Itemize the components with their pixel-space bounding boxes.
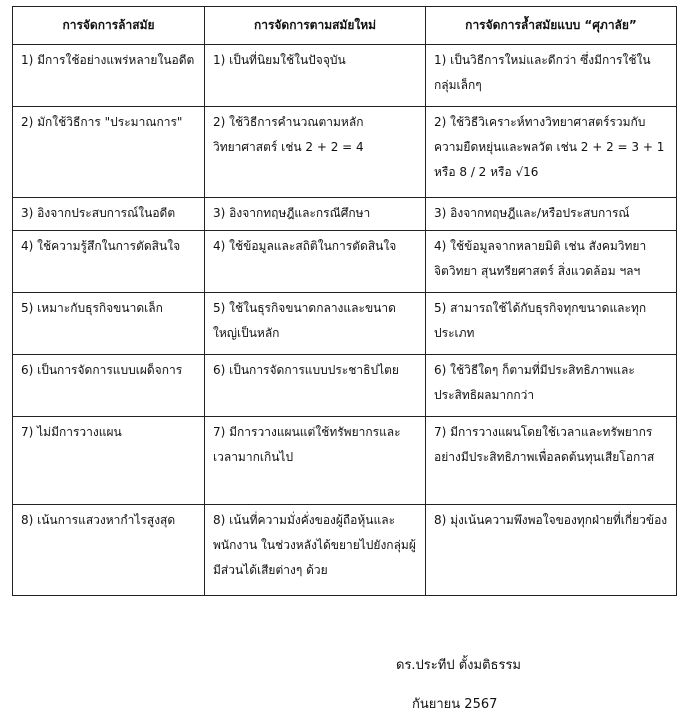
table-cell: 3) อิงจากประสบการณ์ในอดีต (13, 198, 205, 231)
table-row (13, 107, 677, 198)
table-cell: 3) อิงจากทฤษฎีและกรณีศึกษา (205, 198, 426, 231)
table-cell: 2) ใช้วิธีวิเคราะห์ทางวิทยาศาสตร์รวมกับความยืดหยุ่นและพลวัต เช่น 2 + 2 = 3 + 1 หรือ 8 / 2 หรือ √16 (426, 107, 677, 198)
table-cell: 1) เป็นวิธีการใหม่และดีกว่า ซึ่งมีการใช้ในกลุ่มเล็กๆ (426, 45, 677, 107)
table-row (13, 293, 677, 355)
table-cell: 4) ใช้ข้อมูลจากหลายมิติ เช่น สังคมวิทยา จิตวิทยา สุนทรียศาสตร์ สิ่งแวดล้อม ฯลฯ (426, 231, 677, 293)
table-header-row (13, 7, 677, 45)
table-cell: 4) ใช้ข้อมูลและสถิติในการตัดสินใจ (205, 231, 426, 293)
table-cell: 8) เน้นที่ความมั่งคั่งของผู้ถือหุ้นและพนักงาน ในช่วงหลังได้ขยายไปยังกลุ่มผู้มีส่วนได้เสียต่างๆ ด้วย (205, 505, 426, 596)
table-cell: 5) ใช้ในธุรกิจขนาดกลางและขนาดใหญ่เป็นหลัก (205, 293, 426, 355)
table-cell: 6) เป็นการจัดการแบบเผด็จการ (13, 355, 205, 417)
table-row (13, 198, 677, 231)
table-cell: 8) มุ่งเน้นความพึงพอใจของทุกฝ่ายที่เกี่ยวข้อง (426, 505, 677, 596)
table-cell: 8) เน้นการแสวงหากำไรสูงสุด (13, 505, 205, 596)
comparison-table (12, 6, 677, 596)
table-row (13, 355, 677, 417)
table-cell: 1) มีการใช้อย่างแพร่หลายในอดีต (13, 45, 205, 107)
table-cell: 7) มีการวางแผนแต่ใช้ทรัพยากรและเวลามากเกินไป (205, 417, 426, 505)
table-cell: 2) ใช้วิธีการคำนวณตามหลักวิทยาศาสตร์ เช่น 2 + 2 = 4 (205, 107, 426, 198)
author-name: ดร.ประทีป ตั้งมติธรรม (396, 658, 521, 673)
table-row (13, 417, 677, 505)
table-cell: 5) สามารถใช้ได้กับธุรกิจทุกขนาดและทุกประเภท (426, 293, 677, 355)
header-outdated-management: การจัดการล้าสมัย (13, 7, 205, 45)
table-row (13, 231, 677, 293)
header-modern-management: การจัดการตามสมัยใหม่ (205, 7, 426, 45)
document-date: กันยายน 2567 (412, 697, 498, 712)
table-cell: 7) ไม่มีการวางแผน (13, 417, 205, 505)
table-cell: 3) อิงจากทฤษฎีและ/หรือประสบการณ์ (426, 198, 677, 231)
table-cell: 6) ใช้วิธีใดๆ ก็ตามที่มีประสิทธิภาพและประสิทธิผลมากกว่า (426, 355, 677, 417)
table-row (13, 45, 677, 107)
table-cell: 1) เป็นที่นิยมใช้ในปัจจุบัน (205, 45, 426, 107)
header-advanced-management: การจัดการล้ำสมัยแบบ “ศุภาลัย” (426, 7, 677, 45)
table-cell: 5) เหมาะกับธุรกิจขนาดเล็ก (13, 293, 205, 355)
table-cell: 7) มีการวางแผนโดยใช้เวลาและทรัพยากรอย่างมีประสิทธิภาพเพื่อลดต้นทุนเสียโอกาส (426, 417, 677, 505)
table-cell: 4) ใช้ความรู้สึกในการตัดสินใจ (13, 231, 205, 293)
table-cell: 2) มักใช้วิธีการ "ประมาณการ" (13, 107, 205, 198)
table-cell: 6) เป็นการจัดการแบบประชาธิปไตย (205, 355, 426, 417)
table-row (13, 505, 677, 596)
